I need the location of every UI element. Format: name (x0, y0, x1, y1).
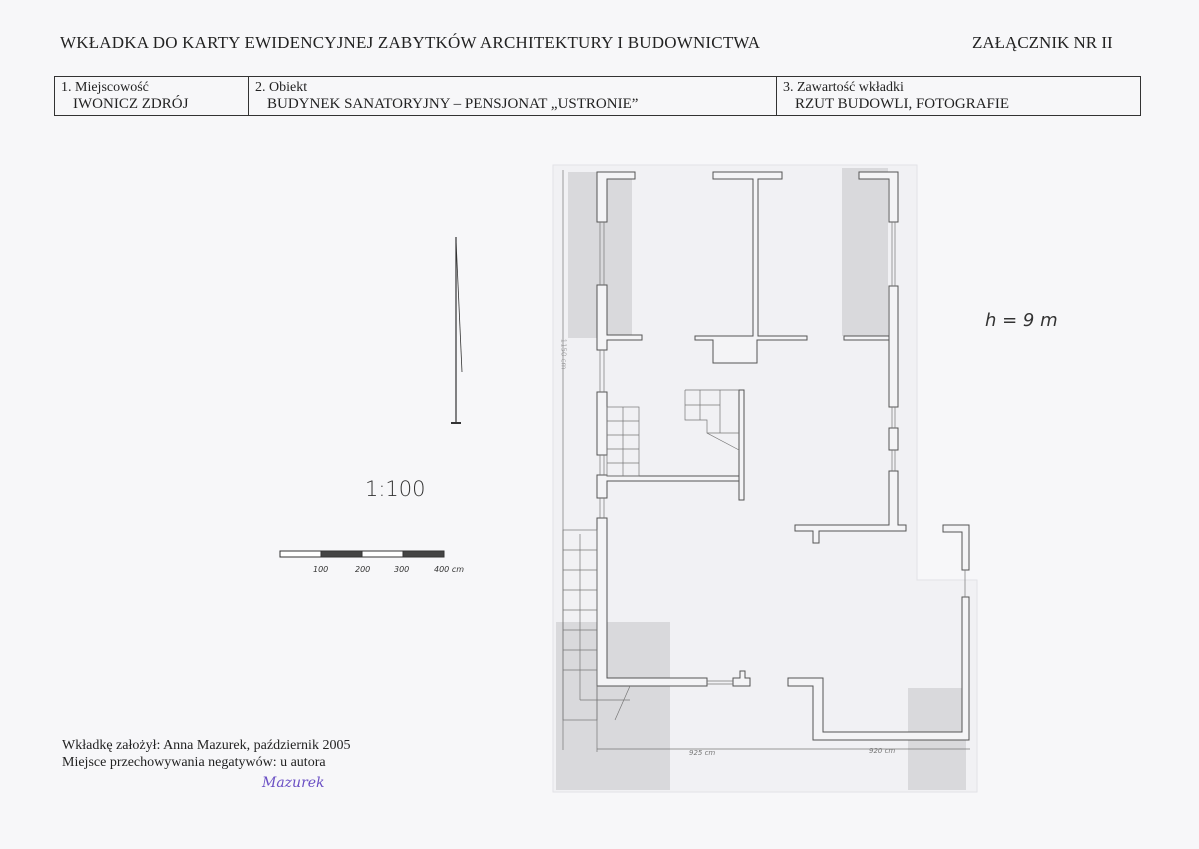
annex-number: ZAŁĄCZNIK NR II (972, 33, 1113, 52)
field-label: 3. Zawartość wkładki (783, 80, 904, 95)
negatives-location-line: Miejsce przechowywania negatywów: u autora (62, 755, 326, 770)
scale-tick: 400 cm (434, 565, 465, 574)
dimension-label-bottom-left: 925 cm (689, 749, 716, 757)
signature: Mazurek (262, 775, 325, 791)
field-value: RZUT BUDOWLI, FOTOGRAFIE (795, 96, 1010, 112)
author-line: Wkładkę założył: Anna Mazurek, październik 2005 (62, 738, 351, 753)
field-value: BUDYNEK SANATORYJNY – PENSJONAT „USTRONIE” (267, 96, 639, 112)
field-label: 1. Miejscowość (61, 80, 149, 95)
dimension-label-bottom-right: 920 cm (869, 747, 896, 755)
dimension-label-height: 1150 cm (559, 338, 568, 370)
field-label: 2. Obiekt (255, 80, 308, 95)
document-title: WKŁADKA DO KARTY EWIDENCYJNEJ ZABYTKÓW ARCHITEKTURY I BUDOWNICTWA (60, 33, 761, 52)
height-note: h = 9 m (985, 310, 1058, 331)
scale-ratio: 1:100 (365, 477, 426, 501)
scale-tick: 200 (355, 565, 371, 574)
north-arrow-icon (451, 237, 462, 423)
footer (62, 737, 350, 771)
scale-tick: 300 (394, 565, 410, 574)
scale-tick: 100 (313, 565, 329, 574)
scale-bar (280, 551, 444, 557)
field-value: IWONICZ ZDRÓJ (73, 96, 189, 112)
